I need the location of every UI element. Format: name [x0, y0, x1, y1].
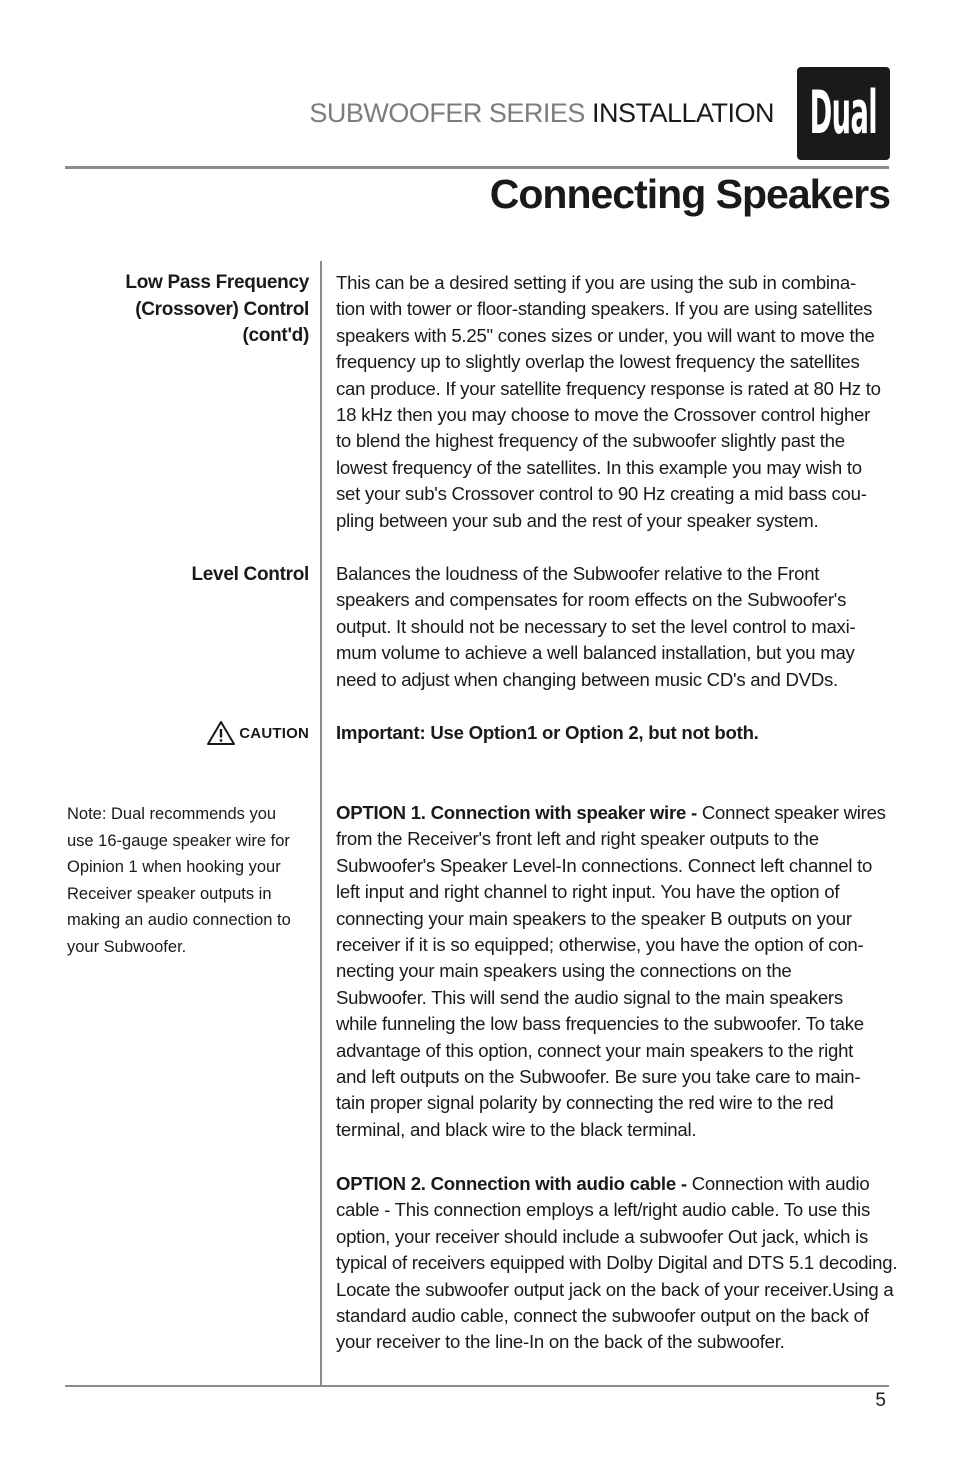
note-line: your Subwoofer.: [67, 937, 187, 956]
text-line: tion with tower or floor-standing speakers. If you are using satellites: [336, 298, 873, 320]
text-line: terminal, and black wire to the black terminal.: [336, 1118, 697, 1140]
note-line: making an audio connection to: [67, 911, 291, 930]
page-title: Connecting Speakers: [489, 171, 890, 217]
caution-text: CAUTION: [239, 724, 309, 742]
text-line: cable - This connection employs a left/right audio cable. To use this: [336, 1199, 870, 1221]
level-heading-text: Level Control: [191, 564, 309, 585]
text-line: from the Receiver's front left and right speaker outputs to the: [336, 828, 819, 850]
text-line: tain proper signal polarity by connecting the red wire to the red: [336, 1092, 834, 1114]
text-line: standard audio cable, connect the subwoofer output on the back of: [336, 1305, 869, 1327]
note-line: Opinion 1 when hooking your: [67, 858, 281, 877]
text-line: speakers with 5.25" cones sizes or under, you will want to move the: [336, 324, 875, 346]
text-line: necting your main speakers using the connections on the: [336, 960, 792, 982]
option2-first-rest: Connection with audio: [686, 1173, 870, 1194]
text-line: mum volume to achieve a well balanced installation, but you may: [336, 642, 855, 664]
logo-text: Dual: [809, 79, 878, 148]
text-line: while funneling the low bass frequencies to the subwoofer. To take: [336, 1013, 864, 1035]
option2-first-line: [336, 1171, 896, 1197]
text-line: can produce. If your satellite frequency response is rated at 80 Hz to: [336, 377, 881, 399]
series-title-dark: INSTALLATION: [591, 98, 774, 128]
option1-first-rest: Connect speaker wires: [696, 802, 886, 823]
text-line: Locate the subwoofer output jack on the back of your receiver.Using a: [336, 1278, 894, 1300]
text-line: need to adjust when changing between music CD's and DVDs.: [336, 668, 838, 690]
text-line: to blend the highest frequency of the subwoofer slightly past the: [336, 430, 845, 452]
text-line: set your sub's Crossover control to 90 Hz creating a mid bass cou-: [336, 483, 867, 505]
text-line: lowest frequency of the satellites. In this example you may wish to: [336, 456, 862, 478]
dual-logo: [797, 67, 890, 160]
text-line: Subwoofer. This will send the audio signal to the main speakers: [336, 986, 843, 1008]
note-line: Note: Dual recommends you: [67, 805, 277, 823]
text-line: receiver if it is so equipped; otherwise, you have the option of con-: [336, 934, 864, 956]
text-line: left input and right channel to right input. You have the option of: [336, 881, 840, 903]
text-line: pling between your sub and the rest of your speaker system.: [336, 509, 819, 531]
text-line: and left outputs on the Subwoofer. Be sure you take care to main-: [336, 1066, 861, 1088]
level-heading: [191, 562, 309, 589]
text-line: output. It should not be necessary to set the level control to maxi-: [336, 615, 856, 637]
warning-triangle-icon: [206, 720, 236, 746]
important-note: Important: Use Option1 or Option 2, but not both.: [336, 722, 759, 743]
text-line: connecting your main speakers to the speaker B outputs on your: [336, 907, 852, 929]
text-line: speakers and compensates for room effects on the Subwoofer's: [336, 589, 847, 611]
caution-important: [336, 720, 896, 746]
text-line: frequency up to slightly overlap the lowest frequency the satellites: [336, 351, 860, 373]
note-line: Receiver speaker outputs in: [67, 884, 272, 903]
text-line: option, your receiver should include a subwoofer Out jack, which is: [336, 1225, 869, 1247]
text-line: This can be a desired setting if you are using the sub in combina-: [336, 272, 856, 293]
crossover-heading: [125, 270, 309, 350]
option1-lead: OPTION 1. Connection with speaker wire -: [336, 802, 697, 823]
option2-lead: OPTION 2. Connection with audio cable -: [336, 1173, 687, 1194]
option1-body: [336, 800, 896, 1143]
crossover-heading-line: (Crossover) Control: [135, 298, 309, 320]
column-divider: [320, 261, 322, 1387]
caution-label: [206, 720, 309, 746]
note-line: use 16-gauge speaker wire for: [67, 831, 290, 850]
text-line: your receiver to the line-In on the back of the subwoofer.: [336, 1331, 785, 1353]
option1-first-line: [336, 800, 896, 826]
text-line: 18 kHz then you may choose to move the Crossover control higher: [336, 404, 871, 426]
option2-body: [336, 1171, 896, 1356]
crossover-heading-line: (cont'd): [242, 325, 309, 346]
level-body: [336, 561, 896, 693]
text-line: Balances the loudness of the Subwoofer relative to the Front: [336, 563, 820, 584]
footer-divider: [65, 1385, 889, 1387]
series-title-light: SUBWOOFER SERIES: [309, 98, 585, 128]
page-number: 5: [875, 1390, 886, 1411]
text-line: advantage of this option, connect your main speakers to the right: [336, 1039, 854, 1061]
header-divider: [65, 166, 889, 169]
crossover-heading-line: Low Pass Frequency: [125, 272, 309, 293]
text-line: typical of receivers equipped with Dolby Digital and DTS 5.1 decoding.: [336, 1252, 898, 1274]
series-title: [309, 98, 774, 129]
crossover-body: [336, 270, 896, 534]
side-note: [67, 801, 312, 961]
text-line: Subwoofer's Speaker Level-In connections. Connect left channel to: [336, 854, 873, 876]
